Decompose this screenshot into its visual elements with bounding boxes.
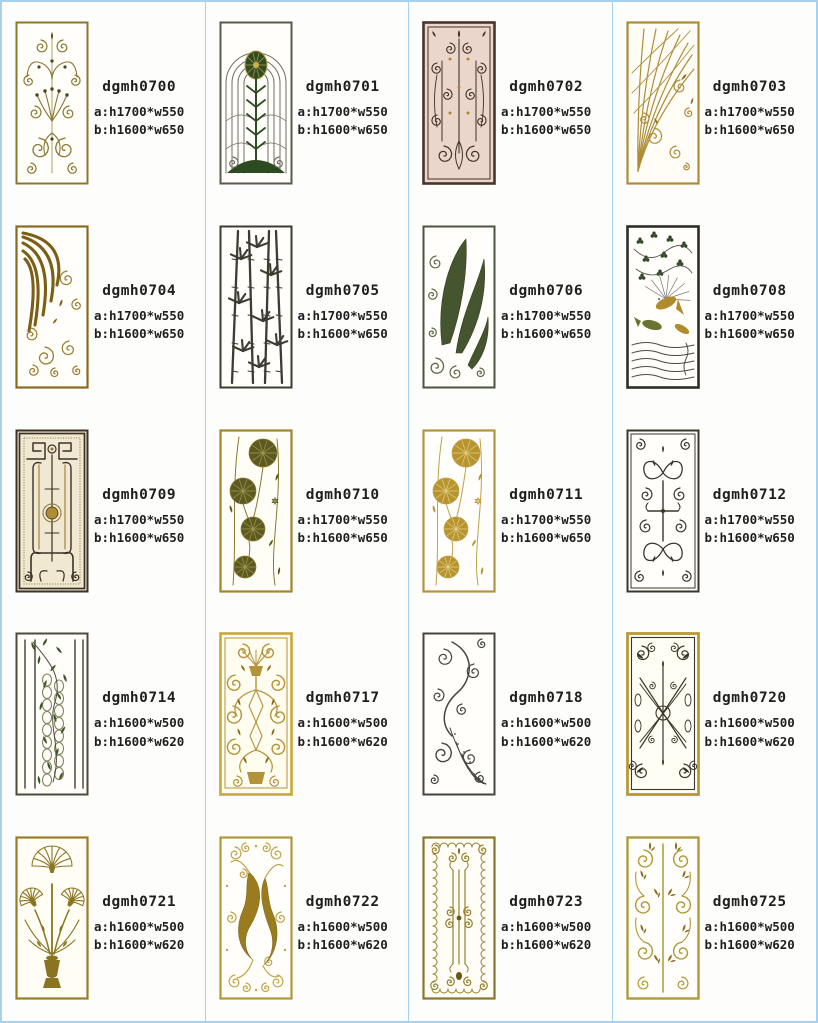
item-dim-b: b:h1600*w650 [94, 529, 185, 545]
catalog-item [409, 817, 613, 1021]
item-dim-b: b:h1600*w620 [297, 733, 388, 749]
item-code: dgmh0709 [102, 486, 177, 503]
item-dim-b: b:h1600*w650 [297, 325, 388, 341]
catalog-item [613, 206, 817, 410]
item-label [501, 894, 591, 954]
panel-image-dgmh0710 [219, 429, 293, 593]
panel-image-dgmh0704 [15, 225, 89, 389]
item-code: dgmh0711 [509, 486, 584, 503]
item-dim-a: a:h1600*w500 [501, 919, 592, 935]
item-label [94, 894, 184, 954]
catalog-item [206, 410, 410, 614]
item-dim-b: b:h1600*w650 [297, 122, 388, 138]
catalog-item [409, 613, 613, 817]
panel-image-dgmh0706 [422, 225, 496, 389]
item-dim-b: b:h1600*w620 [704, 733, 795, 749]
item-code: dgmh0712 [712, 486, 787, 503]
panel-image-dgmh0722 [219, 836, 293, 1000]
catalog-item [409, 206, 613, 410]
item-dim-a: a:h1700*w550 [501, 511, 592, 527]
item-code: dgmh0705 [305, 282, 380, 299]
item-code: dgmh0718 [509, 690, 584, 707]
item-dim-b: b:h1600*w650 [501, 325, 592, 341]
item-dim-b: b:h1600*w620 [94, 937, 185, 953]
panel-image-dgmh0718 [422, 632, 496, 796]
item-label [501, 690, 591, 750]
catalog-grid [2, 2, 816, 1021]
item-dim-a: a:h1700*w550 [297, 104, 388, 119]
item-code: dgmh0704 [102, 282, 177, 299]
catalog-item [2, 410, 206, 614]
item-code: dgmh0706 [509, 282, 584, 299]
item-label [94, 79, 184, 139]
item-dim-a: a:h1600*w500 [704, 715, 795, 731]
item-dim-a: a:h1600*w500 [501, 715, 592, 731]
panel-image-dgmh0720 [626, 632, 700, 796]
item-dim-a: a:h1600*w500 [94, 715, 185, 731]
item-label [298, 487, 388, 547]
item-dim-b: b:h1600*w620 [501, 937, 592, 953]
item-code: dgmh0714 [102, 690, 177, 707]
panel-image-dgmh0723 [422, 836, 496, 1000]
item-code: dgmh0717 [305, 690, 380, 707]
catalog-item [2, 206, 206, 410]
item-dim-b: b:h1600*w650 [94, 122, 185, 138]
catalog-item [613, 410, 817, 614]
catalog-item [206, 206, 410, 410]
panel-image-dgmh0705 [219, 225, 293, 389]
item-dim-b: b:h1600*w650 [704, 122, 795, 138]
item-dim-a: a:h1600*w500 [704, 919, 795, 935]
catalog-item [409, 2, 613, 206]
item-label [501, 283, 591, 343]
item-code: dgmh0721 [102, 894, 177, 911]
item-dim-a: a:h1700*w550 [297, 307, 388, 323]
item-dim-a: a:h1700*w550 [94, 104, 185, 119]
item-code: dgmh0710 [305, 486, 380, 503]
panel-image-dgmh0709 [15, 429, 89, 593]
catalog-item [2, 2, 206, 206]
item-code: dgmh0703 [712, 79, 787, 95]
item-dim-b: b:h1600*w620 [501, 733, 592, 749]
item-code: dgmh0722 [305, 894, 380, 911]
item-code: dgmh0720 [712, 690, 787, 707]
item-label [94, 690, 184, 750]
item-dim-b: b:h1600*w650 [297, 529, 388, 545]
catalog-item [613, 2, 817, 206]
item-label [298, 79, 388, 139]
item-code: dgmh0700 [102, 79, 177, 95]
item-dim-b: b:h1600*w620 [704, 937, 795, 953]
item-dim-a: a:h1700*w550 [704, 511, 795, 527]
panel-image-dgmh0717 [219, 632, 293, 796]
item-dim-a: a:h1700*w550 [501, 104, 592, 119]
item-dim-b: b:h1600*w650 [94, 325, 185, 341]
catalog-item [206, 2, 410, 206]
item-dim-a: a:h1700*w550 [704, 104, 795, 119]
item-code: dgmh0701 [305, 79, 380, 95]
item-dim-a: a:h1600*w500 [297, 919, 388, 935]
catalog-item [2, 817, 206, 1021]
item-dim-a: a:h1700*w550 [297, 511, 388, 527]
item-label [705, 487, 795, 547]
item-label [705, 79, 795, 139]
item-label [501, 79, 591, 139]
catalog-item [2, 613, 206, 817]
item-code: dgmh0723 [509, 894, 584, 911]
item-label [298, 690, 388, 750]
item-dim-a: a:h1700*w550 [94, 307, 185, 323]
item-label [298, 894, 388, 954]
panel-image-dgmh0714 [15, 632, 89, 796]
catalog-item [206, 613, 410, 817]
item-label [705, 690, 795, 750]
catalog-item [409, 410, 613, 614]
item-dim-b: b:h1600*w650 [501, 122, 592, 138]
catalog-item [613, 817, 817, 1021]
item-label [705, 894, 795, 954]
item-label [94, 283, 184, 343]
panel-image-dgmh0703 [626, 21, 700, 185]
panel-image-dgmh0701 [219, 21, 293, 185]
item-dim-a: a:h1600*w500 [297, 715, 388, 731]
item-label [94, 487, 184, 547]
panel-image-dgmh0721 [15, 836, 89, 1000]
item-dim-a: a:h1700*w550 [501, 307, 592, 323]
item-dim-a: a:h1700*w550 [94, 511, 185, 527]
panel-image-dgmh0708 [626, 225, 700, 389]
item-dim-b: b:h1600*w620 [297, 937, 388, 953]
panel-image-dgmh0725 [626, 836, 700, 1000]
panel-image-dgmh0711 [422, 429, 496, 593]
catalog-item [613, 613, 817, 817]
panel-image-dgmh0702 [422, 21, 496, 185]
catalog-item [206, 817, 410, 1021]
item-label [298, 283, 388, 343]
item-dim-a: a:h1600*w500 [94, 919, 185, 935]
panel-image-dgmh0700 [15, 21, 89, 185]
item-code: dgmh0725 [712, 894, 787, 911]
item-code: dgmh0702 [509, 79, 584, 95]
panel-image-dgmh0712 [626, 429, 700, 593]
item-dim-b: b:h1600*w650 [704, 325, 795, 341]
item-dim-b: b:h1600*w650 [501, 529, 592, 545]
item-dim-a: a:h1700*w550 [704, 307, 795, 323]
item-label [501, 487, 591, 547]
item-dim-b: b:h1600*w650 [704, 529, 795, 545]
item-label [705, 283, 795, 343]
item-dim-b: b:h1600*w620 [94, 733, 185, 749]
item-code: dgmh0708 [712, 282, 787, 299]
